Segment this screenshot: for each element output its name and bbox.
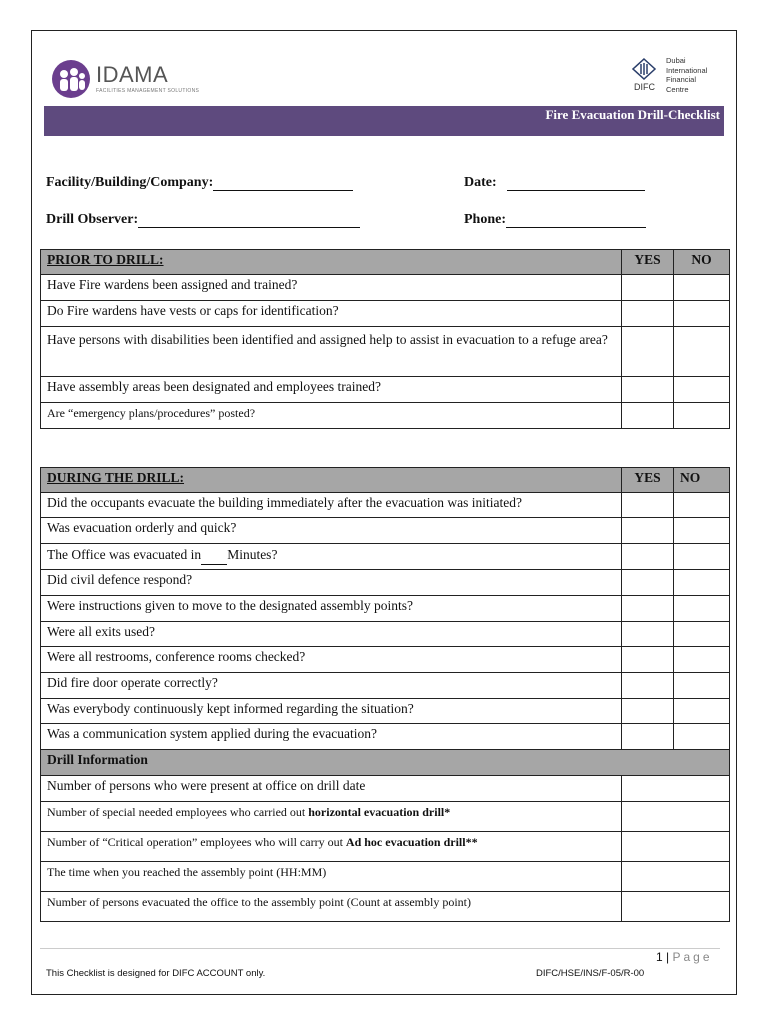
- question: Have Fire wardens been assigned and trained?: [41, 275, 622, 301]
- phone-input-line[interactable]: [506, 211, 646, 228]
- page-number-value: 1: [656, 950, 663, 964]
- idama-logo: [52, 58, 202, 102]
- yes-cell[interactable]: [622, 724, 674, 750]
- logo-name: IDAMA: [96, 62, 169, 87]
- table-header: [41, 250, 730, 275]
- logo-subtitle: FACILITIES MANAGEMENT SOLUTIONS: [96, 88, 200, 94]
- info-label: Number of persons evacuated the office to the assembly point (Count at assembly point): [41, 892, 622, 922]
- info-label-bold: Ad hoc evacuation drill**: [345, 835, 478, 849]
- page-separator: |: [666, 950, 670, 964]
- question: Was evacuation orderly and quick?: [41, 518, 622, 544]
- table-row: [41, 518, 730, 544]
- title-banner: [44, 106, 724, 136]
- yes-cell[interactable]: [622, 327, 674, 377]
- minutes-suffix: Minutes?: [227, 547, 278, 562]
- no-cell[interactable]: [674, 622, 730, 647]
- difc-line: Dubai: [666, 56, 686, 65]
- table-header: [41, 468, 730, 493]
- table-row: [41, 403, 730, 429]
- table-row: [41, 862, 730, 892]
- table-row: [41, 832, 730, 862]
- yes-cell[interactable]: [622, 699, 674, 724]
- footer-note: This Checklist is designed for DIFC ACCOUNT only.: [46, 968, 266, 979]
- no-cell[interactable]: [674, 327, 730, 377]
- question: Was everybody continuously kept informed regarding the situation?: [41, 699, 622, 724]
- difc-line: Centre: [666, 84, 689, 94]
- date-input-line[interactable]: [507, 174, 645, 191]
- table-row: [41, 570, 730, 596]
- drill-info-header: [41, 750, 730, 776]
- facility-field: [46, 174, 353, 191]
- date-field: [464, 174, 645, 191]
- no-cell[interactable]: [674, 301, 730, 327]
- info-value-cell[interactable]: [622, 862, 730, 892]
- info-label-bold: horizontal evacuation drill*: [308, 805, 451, 819]
- question: Have persons with disabilities been identified and assigned help to assist in evacuation to a refuge area?: [41, 327, 622, 377]
- question: Have assembly areas been designated and employees trained?: [41, 377, 622, 403]
- page-word: Page: [672, 950, 713, 964]
- info-value-cell[interactable]: [622, 832, 730, 862]
- question: Did civil defence respond?: [41, 570, 622, 596]
- logo-people-icon: [52, 60, 90, 98]
- footer-divider: [40, 948, 720, 949]
- question: Are “emergency plans/procedures” posted?: [41, 403, 622, 429]
- table-row: [41, 301, 730, 327]
- info-value-cell[interactable]: [622, 802, 730, 832]
- no-cell[interactable]: [674, 403, 730, 429]
- document-title: Fire Evacuation Drill-Checklist: [545, 107, 720, 122]
- no-cell[interactable]: [674, 493, 730, 518]
- prior-drill-table: [40, 249, 730, 429]
- table-row: [41, 699, 730, 724]
- difc-short: DIFC: [634, 82, 655, 92]
- no-cell[interactable]: [674, 518, 730, 544]
- yes-cell[interactable]: [622, 596, 674, 622]
- info-label-text: Number of “Critical operation” employees who will carry out: [47, 835, 346, 849]
- difc-mark-icon: [632, 58, 656, 80]
- info-label: Number of persons who were present at office on drill date: [41, 776, 622, 802]
- info-value-cell[interactable]: [622, 892, 730, 922]
- minutes-input-line[interactable]: [201, 544, 227, 565]
- page-number: [656, 950, 713, 964]
- no-cell[interactable]: [674, 544, 730, 570]
- no-cell[interactable]: [674, 377, 730, 403]
- document-code: DIFC/HSE/INS/F-05/R-00: [536, 968, 645, 979]
- date-label: Date:: [464, 175, 497, 190]
- question: Were instructions given to move to the designated assembly points?: [41, 596, 622, 622]
- table-row: [41, 724, 730, 750]
- yes-header: YES: [622, 250, 674, 275]
- yes-cell[interactable]: [622, 544, 674, 570]
- yes-cell[interactable]: [622, 622, 674, 647]
- yes-header: YES: [622, 468, 674, 493]
- difc-logo: [632, 56, 722, 96]
- during-drill-table: [40, 467, 730, 922]
- table-row: [41, 377, 730, 403]
- question: [41, 544, 622, 570]
- during-title: DURING THE DRILL:: [41, 468, 622, 493]
- table-row: [41, 622, 730, 647]
- prior-title: PRIOR TO DRILL:: [41, 250, 622, 275]
- yes-cell[interactable]: [622, 570, 674, 596]
- yes-cell[interactable]: [622, 647, 674, 673]
- question: Were all exits used?: [41, 622, 622, 647]
- difc-line: International: [666, 65, 708, 75]
- question: Did the occupants evacuate the building immediately after the evacuation was initiated?: [41, 493, 622, 518]
- table-row: [41, 802, 730, 832]
- no-header: NO: [674, 250, 730, 275]
- table-row: [41, 647, 730, 673]
- minutes-question: The Office was evacuated in: [47, 547, 202, 562]
- table-row: [41, 892, 730, 922]
- difc-full-name: [666, 56, 707, 94]
- phone-field: [464, 211, 646, 228]
- info-label: The time when you reached the assembly point (HH:MM): [41, 862, 622, 892]
- table-row: [41, 327, 730, 377]
- info-label-text: Number of special needed employees who carried out: [47, 805, 309, 819]
- question: Do Fire wardens have vests or caps for identification?: [41, 301, 622, 327]
- phone-label: Phone:: [464, 212, 506, 227]
- yes-cell[interactable]: [622, 403, 674, 429]
- yes-cell[interactable]: [622, 673, 674, 699]
- question: Was a communication system applied during the evacuation?: [41, 724, 622, 750]
- facility-input-line[interactable]: [213, 174, 353, 191]
- yes-cell[interactable]: [622, 377, 674, 403]
- info-value-cell[interactable]: [622, 776, 730, 802]
- drill-info-title: Drill Information: [41, 750, 730, 776]
- observer-input-line[interactable]: [138, 211, 360, 228]
- table-row: [41, 776, 730, 802]
- facility-label: Facility/Building/Company:: [46, 175, 214, 190]
- no-cell[interactable]: [674, 596, 730, 622]
- yes-cell[interactable]: [622, 518, 674, 544]
- info-label: [41, 802, 622, 832]
- table-row: [41, 596, 730, 622]
- no-cell[interactable]: [674, 699, 730, 724]
- no-header: NO: [674, 468, 730, 493]
- info-label: [41, 832, 622, 862]
- question: Were all restrooms, conference rooms checked?: [41, 647, 622, 673]
- no-cell[interactable]: [674, 724, 730, 750]
- no-cell[interactable]: [674, 570, 730, 596]
- question: Did fire door operate correctly?: [41, 673, 622, 699]
- yes-cell[interactable]: [622, 493, 674, 518]
- yes-cell[interactable]: [622, 301, 674, 327]
- table-row: [41, 493, 730, 518]
- yes-cell[interactable]: [622, 275, 674, 301]
- table-row: [41, 544, 730, 570]
- no-cell[interactable]: [674, 647, 730, 673]
- difc-line: Financial: [666, 75, 697, 84]
- no-cell[interactable]: [674, 275, 730, 301]
- no-cell[interactable]: [674, 673, 730, 699]
- observer-field: [46, 211, 360, 228]
- table-row: [41, 673, 730, 699]
- table-row: [41, 275, 730, 301]
- observer-label: Drill Observer:: [46, 212, 139, 227]
